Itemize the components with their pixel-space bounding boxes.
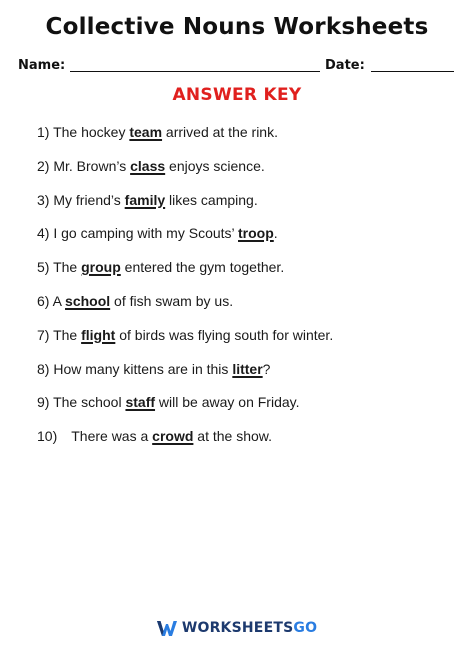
question-item xyxy=(37,359,457,393)
name-label: Name: xyxy=(18,58,66,73)
brand-name-part1: WORKSHEETS xyxy=(181,620,294,636)
date-label: Date: xyxy=(325,58,365,73)
question-text-after: at the show. xyxy=(193,428,273,445)
question-text-before: My friend’s xyxy=(49,191,125,208)
worksheetsgo-brand xyxy=(157,620,317,636)
brand-name xyxy=(182,620,317,636)
question-text-before: The school xyxy=(49,394,126,411)
question-item xyxy=(37,156,457,190)
question-list xyxy=(37,122,457,460)
question-text-after: enjoys science. xyxy=(165,157,265,174)
question-text-after: of birds was flying south for winter. xyxy=(115,326,334,343)
date-blank-line xyxy=(371,71,454,72)
question-text-before: I go camping with my Scouts’ xyxy=(49,225,239,242)
answer-word: class xyxy=(130,157,166,174)
answer-word: litter xyxy=(232,360,263,377)
question-text-after: arrived at the rink. xyxy=(162,124,278,140)
question-text-after: . xyxy=(273,225,278,242)
answer-key-heading: ANSWER KEY xyxy=(172,85,302,105)
name-blank-line xyxy=(70,71,320,72)
question-number: 1) xyxy=(37,124,50,140)
brand-name-part2: GO xyxy=(293,620,318,636)
question-number: 5) xyxy=(37,259,50,276)
answer-word: staff xyxy=(125,394,156,411)
question-item xyxy=(37,257,457,291)
question-text-after: entered the gym together. xyxy=(120,259,285,276)
question-number: 7) xyxy=(37,326,50,343)
question-text-before: Mr. Brown’s xyxy=(49,157,131,174)
question-text-after: ? xyxy=(262,360,271,377)
answer-word: flight xyxy=(81,326,116,343)
question-text-before: There was a xyxy=(71,428,153,445)
question-text-before: The xyxy=(49,326,82,343)
question-number: 6) xyxy=(37,292,50,309)
answer-word: team xyxy=(129,124,163,140)
question-item xyxy=(37,325,457,359)
question-text-after: will be away on Friday. xyxy=(155,394,300,411)
question-text-after: of fish swam by us. xyxy=(110,292,234,309)
question-number: 4) xyxy=(37,225,50,242)
answer-word: group xyxy=(81,259,121,276)
footer xyxy=(0,620,474,640)
question-number: 3) xyxy=(37,191,50,208)
question-text-before: The xyxy=(49,259,82,276)
question-item xyxy=(37,392,457,426)
question-text-before: A xyxy=(49,292,66,309)
question-item xyxy=(37,223,457,257)
answer-word: school xyxy=(65,292,111,309)
question-item xyxy=(37,291,457,325)
question-text-before: The hockey xyxy=(49,124,130,140)
question-number: 2) xyxy=(37,157,50,174)
question-item xyxy=(37,122,457,156)
answer-word: family xyxy=(124,191,166,208)
question-number: 8) xyxy=(37,360,50,377)
worksheetsgo-w-logo-icon xyxy=(157,621,177,636)
question-number: 10) xyxy=(37,428,58,445)
question-item xyxy=(37,426,457,460)
question-number: 9) xyxy=(37,394,50,411)
name-date-row xyxy=(18,58,458,76)
question-text-before: How many kittens are in this xyxy=(49,360,233,377)
question-item xyxy=(37,190,457,224)
worksheet-title: Collective Nouns Worksheets xyxy=(45,14,429,40)
answer-word: crowd xyxy=(152,428,194,445)
answer-word: troop xyxy=(238,225,274,242)
question-text-after: likes camping. xyxy=(165,191,258,208)
